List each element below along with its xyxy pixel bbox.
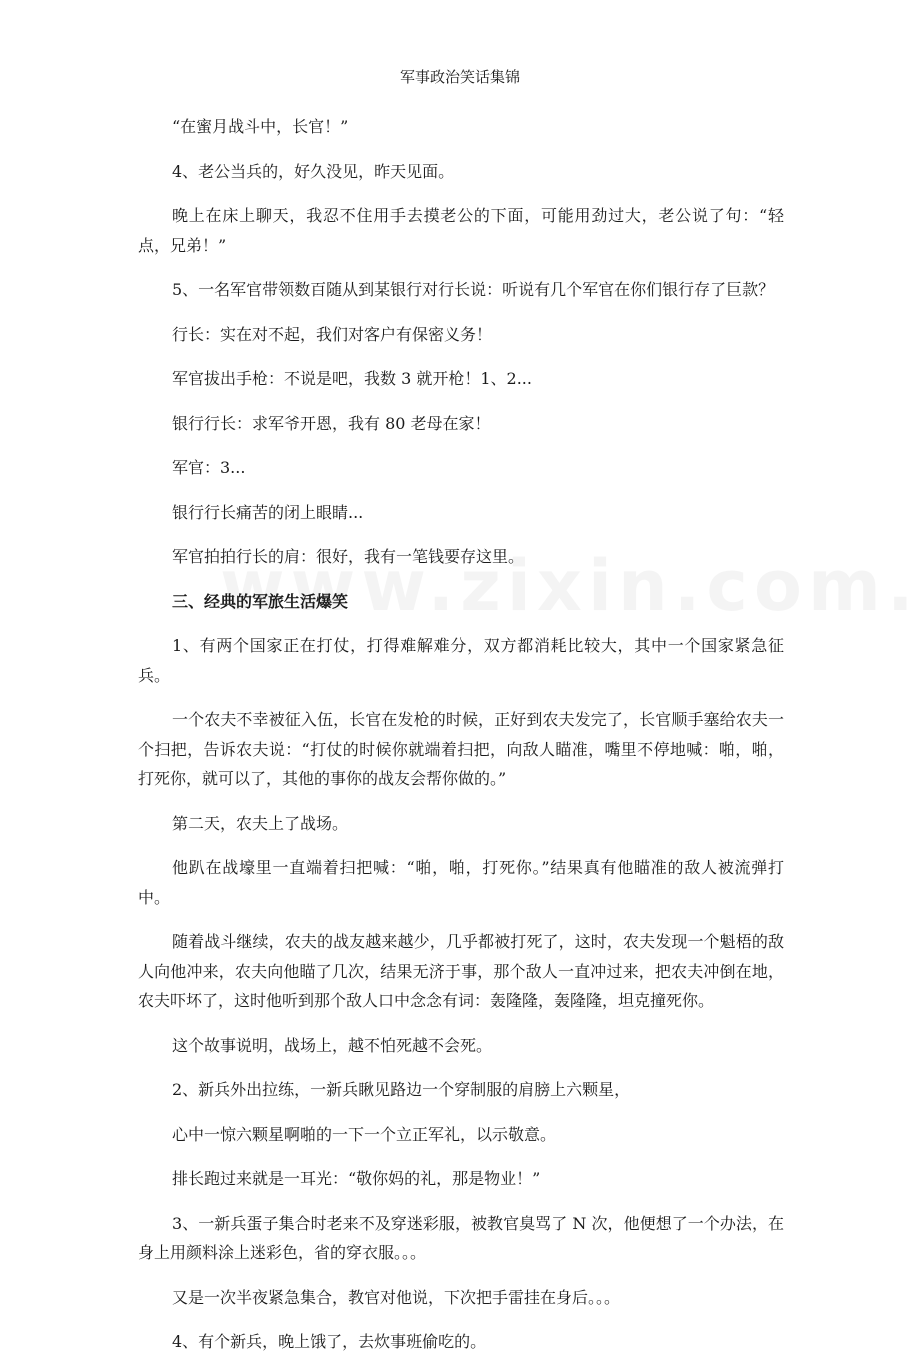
body-paragraph: 银行行长痛苦的闭上眼睛... — [172, 502, 364, 522]
body-paragraph: 排长跑过来就是一耳光：“敬你妈的礼，那是物业！” — [172, 1169, 541, 1188]
body-paragraph: 晚上在床上聊天，我忍不住用手去摸老公的下面，可能用劲过大，老公说了句：“轻点，兄弟！” — [138, 206, 784, 255]
body-paragraph: 4、有个新兵，晚上饿了，去炊事班偷吃的。 — [172, 1332, 487, 1351]
body-paragraph: 心中一惊六颗星啊啪的一下一个立正军礼，以示敬意。 — [172, 1124, 557, 1144]
body-paragraph: 2、新兵外出拉练，一新兵瞅见路边一个穿制服的肩膀上六颗星， — [172, 1080, 631, 1099]
page-header-title: 军事政治笑话集锦 — [399, 68, 520, 86]
body-paragraph: 军官拔出手枪：不说是吧，我数 3 就开枪！1、2... — [172, 369, 532, 388]
body-paragraph: 3、一新兵蛋子集合时老来不及穿迷彩服，被教官臭骂了 N 次，他便想了一个办法，在身上用颜料涂上迷彩色，省的穿衣服。。。 — [138, 1213, 784, 1262]
body-paragraph: 1、有两个国家正在打仗，打得难解难分，双方都消耗比较大，其中一个国家紧急征兵。 — [138, 636, 784, 685]
body-paragraph: 又是一次半夜紧急集合，教官对他说，下次把手雷挂在身后。。。 — [172, 1287, 621, 1307]
body-paragraph: “在蜜月战斗中，长官！” — [172, 117, 349, 136]
body-paragraph: 行长：实在对不起，我们对客户有保密义务！ — [172, 324, 493, 344]
document-body — [138, 112, 784, 1372]
body-paragraph: 4、老公当兵的，好久没见，昨天见面。 — [172, 161, 455, 181]
body-paragraph: 5、一名军官带领数百随从到某银行对行长说：听说有几个军官在你们银行存了巨款？ — [172, 280, 775, 299]
body-paragraph: 随着战斗继续，农夫的战友越来越少，几乎都被打死了，这时，农夫发现一个魁梧的敌人向他冲来，农夫向他瞄了几次，结果无济于事，那个敌人一直冲过来，把农夫冲倒在地，农夫吓坏了，这时他听到那个敌人口中念念有词：轰隆隆，轰隆隆，坦克撞死你。 — [138, 932, 784, 1010]
body-paragraph: 银行行长：求军爷开恩，我有 80 老母在家！ — [172, 413, 491, 433]
body-paragraph: 第二天，农夫上了战场。 — [172, 813, 349, 833]
body-paragraph: 这个故事说明，战场上，越不怕死越不会死。 — [172, 1035, 493, 1055]
body-paragraph: 军官拍拍行长的肩：很好，我有一笔钱要存这里。 — [172, 547, 525, 566]
body-paragraph: 一个农夫不幸被征入伍，长官在发枪的时候，正好到农夫发完了，长官顺手塞给农夫一个扫把，告诉农夫说：“打仗的时候你就端着扫把，向敌人瞄准，嘴里不停地喊：啪，啪，打死你，就可以了，其他的事你的战友会帮你做的。” — [138, 710, 784, 788]
body-paragraph: 他趴在战壕里一直端着扫把喊：“啪，啪，打死你。”结果真有他瞄准的敌人被流弹打中。 — [138, 858, 784, 907]
section-heading: 三、经典的军旅生活爆笑 — [172, 591, 349, 611]
body-paragraph: 军官：3... — [172, 458, 246, 477]
